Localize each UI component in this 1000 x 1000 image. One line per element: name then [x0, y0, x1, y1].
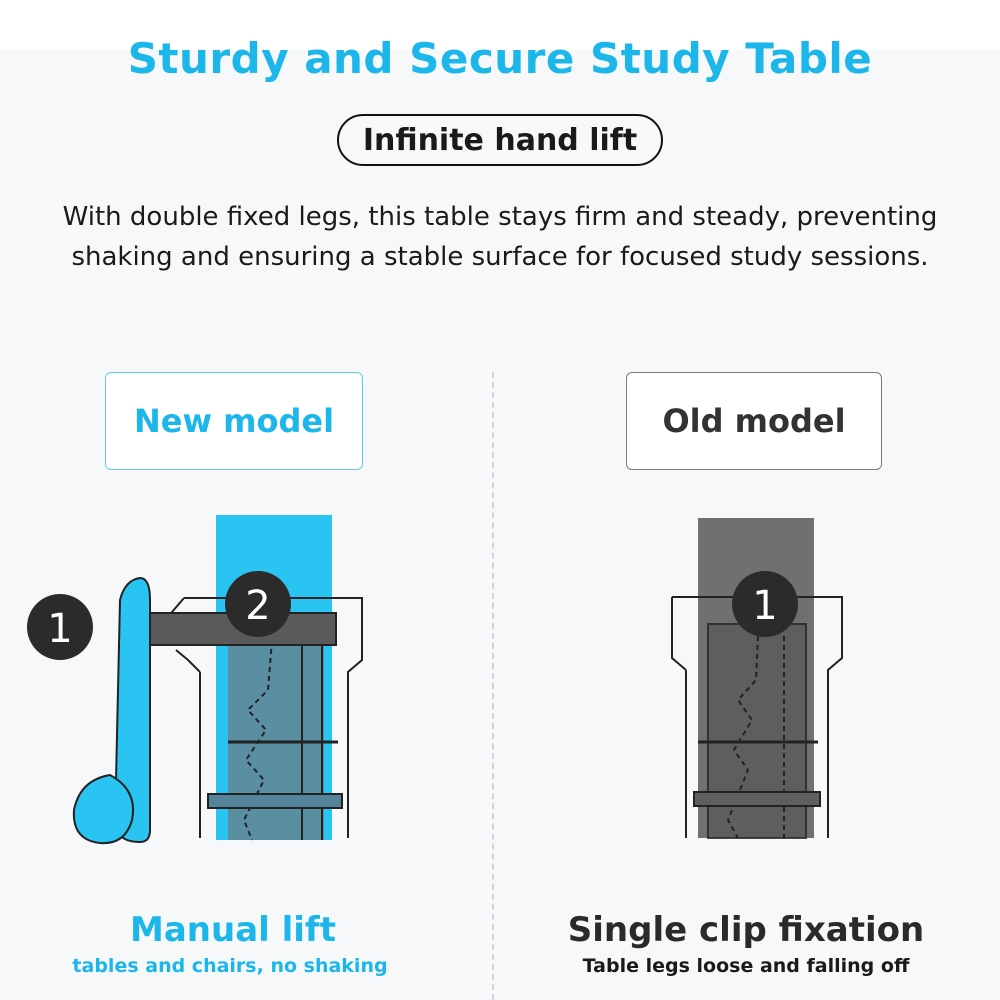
svg-text:1: 1 [47, 606, 73, 652]
description-text: With double fixed legs, this table stays firm and steady, preventing shaking and ensuring a stable surface for focused study sessions. [62, 202, 938, 272]
new-model-clamp-band [208, 794, 342, 808]
new-model-inner-tube [228, 640, 324, 840]
new-model-label: New model [105, 372, 363, 470]
page-title: Sturdy and Secure Study Table [127, 34, 873, 83]
svg-text:1: 1 [752, 583, 778, 629]
old-model-caption: Single clip fixation [567, 910, 925, 950]
old-model-diagram [672, 518, 842, 838]
old-model-subcaption: Table legs loose and falling off [582, 955, 910, 977]
new-model-caption: Manual lift [130, 910, 336, 950]
new-model-diagram [0, 500, 1000, 850]
new-model-subcaption: tables and chairs, no shaking [72, 955, 388, 977]
feature-badge: Infinite hand lift [337, 114, 663, 166]
old-model-label: Old model [626, 372, 882, 470]
svg-text:2: 2 [245, 583, 271, 629]
new-model-knob [74, 775, 133, 843]
old-model-clamp-band [694, 792, 820, 806]
